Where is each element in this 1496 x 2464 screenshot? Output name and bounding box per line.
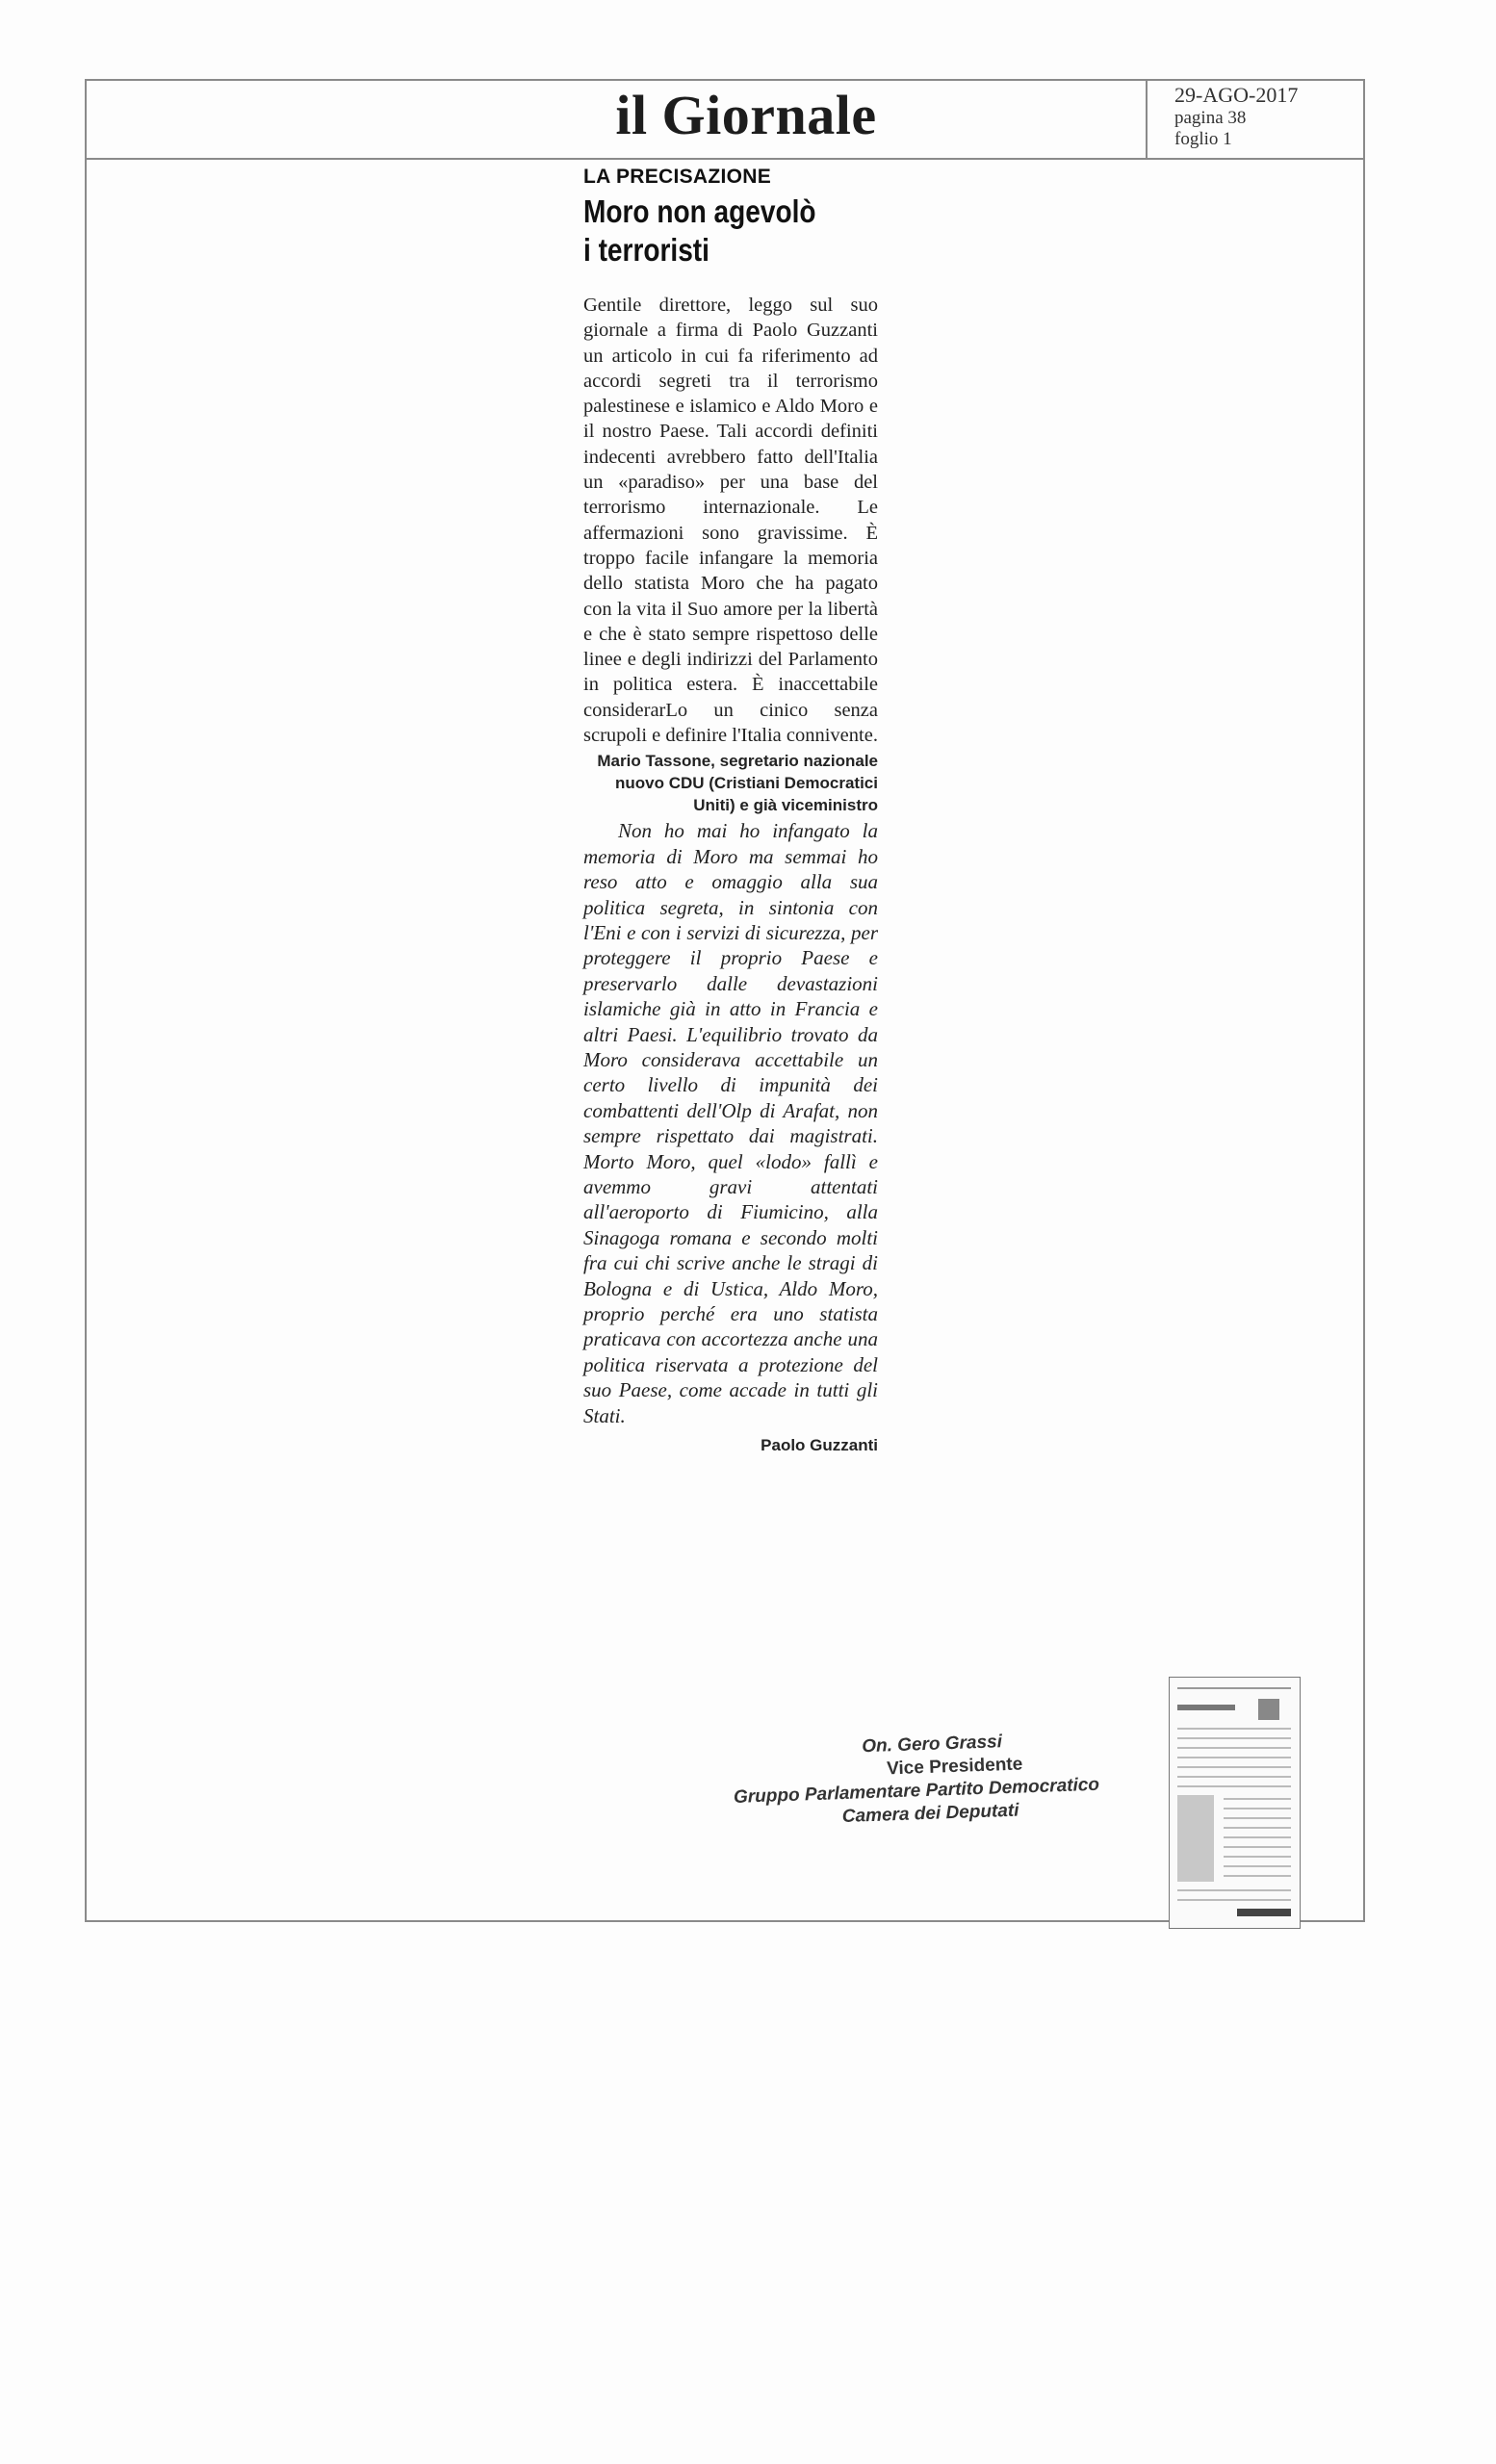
reply-body: Non ho mai ho infangato la memoria di Moro ma semmai ho reso atto e omaggio alla sua politica segreta, in sintonia con l'Eni e con i servizi di sicurezza, per proteggere il proprio Paese e preservarlo dalle devastazioni islamiche già in atto in Francia e altri Paesi. L'equilibrio trovato da Moro considerava accettabile un certo livello di impunità dei combattenti dell'Olp di Arafat, non sempre rispettato dai magistrati. Morto Moro, quel «lodo» fallì e avemmo gravi attentati all'aeroporto di Fiumicino, alla Sinagoga romana e secondo molti fra cui chi scrive anche le stragi di Bologna e di Ustica, Aldo Moro, proprio perché era uno statista praticava con accortezza anche una politica riservata a protezione del suo Paese, come accade in tutti gli Stati.: [583, 819, 878, 1427]
article: [583, 166, 878, 1455]
headline-line-2: i terroristi: [583, 232, 709, 268]
publication-info: [1146, 79, 1365, 160]
stamp-chamber: Camera dei Deputati: [841, 1800, 1019, 1828]
stamp-name: On. Gero Grassi: [861, 1732, 1003, 1758]
stamp-role: Vice Presidente: [886, 1754, 1023, 1780]
letter-signature: Mario Tassone, segretario nazionale nuovo CDU (Cristiani Democratici Uniti) e già viceministro: [597, 752, 878, 815]
letter-body: Gentile direttore, leggo sul suo giornale a firma di Paolo Guzzanti un articolo in cui fa riferimento ad accordi segreti tra il terrorismo palestinese e islamico e Aldo Moro e il nostro Paese. Tali accordi definiti indecenti avrebbero fatto dell'Italia un «paradiso» per una base del terrorismo internazionale. Le affermazioni sono gravissime. È troppo facile infangare la memoria dello statista Moro che ha pagato con la vita il Suo amore per la libertà e che è stato sempre rispettoso delle linee e degli indirizzi del Parlamento in politica estera. È inaccettabile considerarLo un cinico senza scrupoli e definire l'Italia connivente.: [583, 295, 878, 747]
article-kicker: LA PRECISAZIONE: [583, 166, 772, 188]
deputy-stamp: [732, 1726, 1148, 1833]
page-thumbnail: [1169, 1677, 1301, 1929]
reply-signature: Paolo Guzzanti: [761, 1436, 878, 1455]
sheet-number: foglio 1: [1174, 129, 1232, 149]
headline-line-1: Moro non agevolò: [583, 193, 816, 229]
newspaper-masthead: il Giornale: [615, 84, 877, 146]
stamp-group: Gruppo Parlamentare Partito Democratico: [733, 1774, 1100, 1808]
publication-date: 29-AGO-2017: [1174, 83, 1299, 107]
article-headline: [583, 192, 878, 270]
page-number: pagina 38: [1174, 108, 1247, 128]
